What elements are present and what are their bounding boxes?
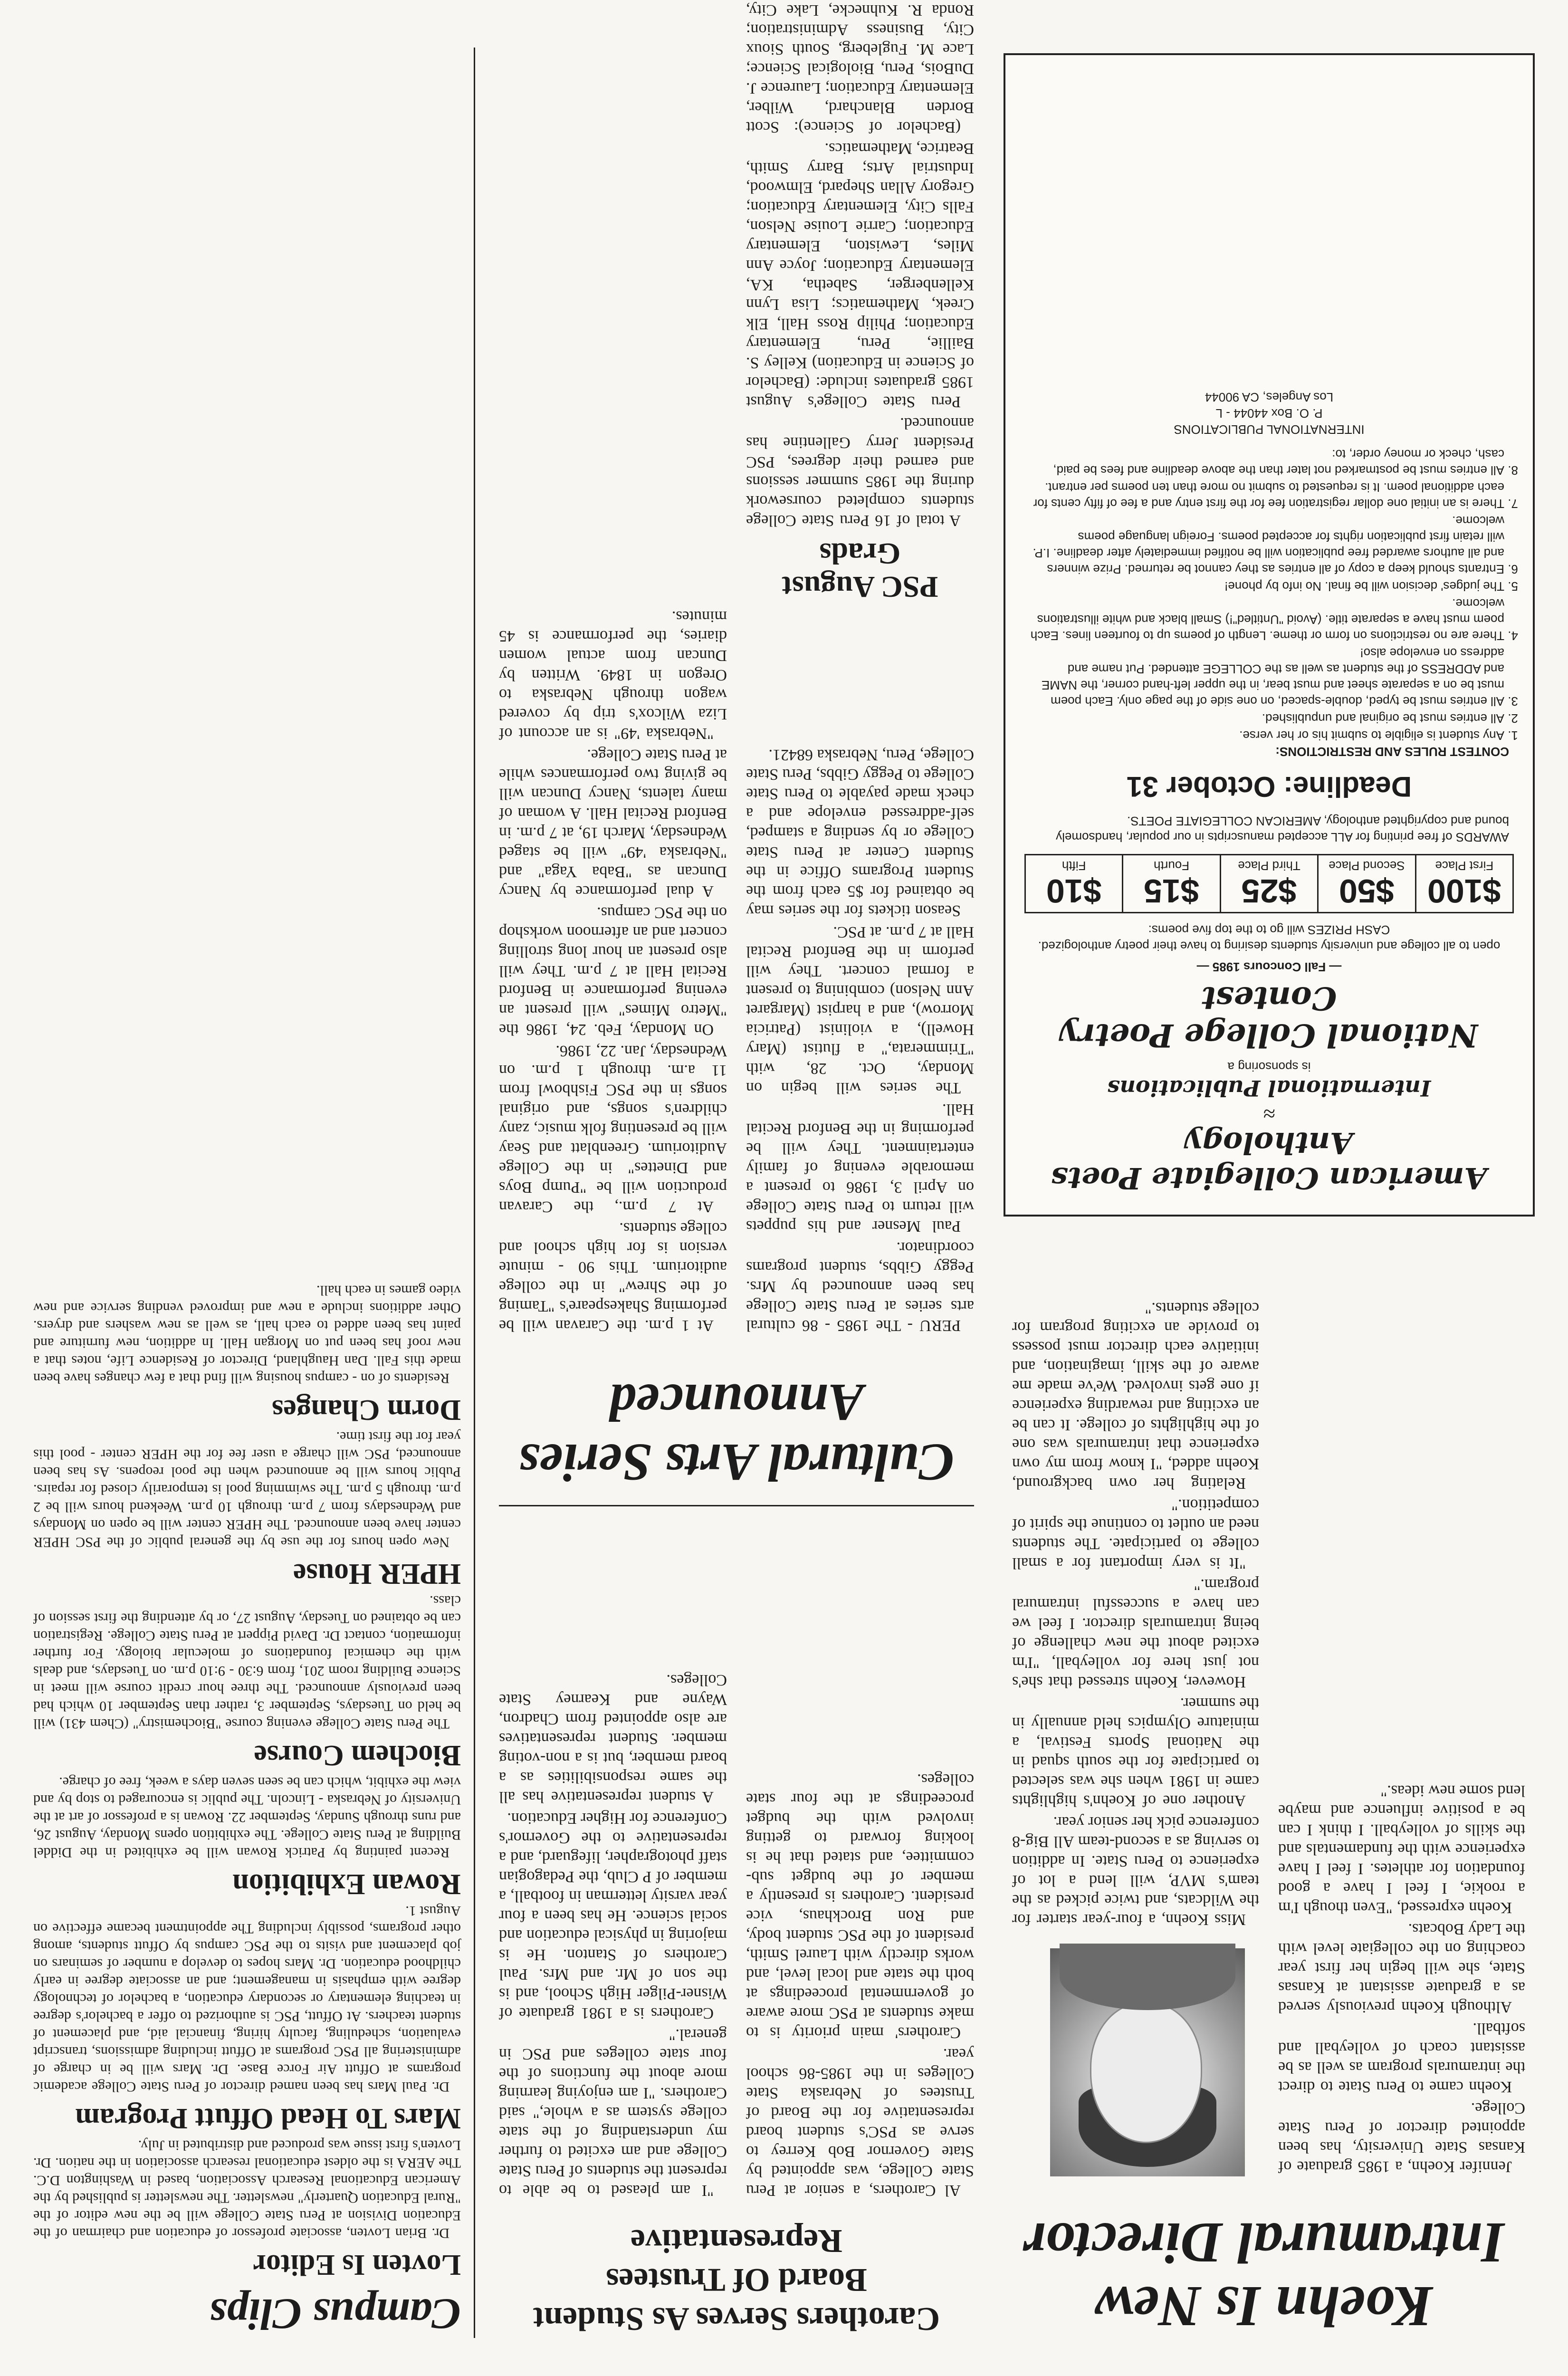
carothers-headline	[499, 2210, 974, 2338]
prize-place: Fourth	[1154, 859, 1190, 873]
grads-headline: PSC August Grads	[782, 537, 938, 604]
grads-body	[746, 0, 974, 530]
cultural-paragraph: "Nebraska '49" is an account of Liza Wilcox's trip by covered wagon through Nebraska to Oregon in 1849. Written by Duncan from actual women diaries, the performance is 45 minutes.	[499, 608, 727, 742]
carothers-headline-text: Carothers Serves As Student Board Of Trustees Representative	[533, 2223, 940, 2337]
clip-title: Biochem Course	[254, 1739, 461, 1772]
cultural-headline	[499, 1350, 974, 1492]
ad-title-contest: National College Poetry Contest	[1060, 980, 1478, 1054]
koehn-paragraph: Another one of Koehn's highlights came in 1981 when she was selected to participate for the south squad in the National Sports Festival, a miniature Olympics held annually in the summer.	[1012, 1695, 1259, 1810]
ad-rule: 6. Entrants should keep a copy of all entries as they cannot be returned. Prize winners and all authors awarded free publication will be notified immediately after deadline. I.P. will retain first publication rights for accepted poems. Foreign language poems welcome.	[1029, 513, 1504, 577]
ad-rule: 7. There is an initial one dollar registration fee for the first entry and a fee of fifty cents for each additional poem. It is requested to submit no more than ten poems per entrant.	[1029, 479, 1504, 512]
ad-address-line: INTERNATIONAL PUBLICATIONS	[1174, 422, 1365, 437]
clip-title: HPER House	[293, 1558, 461, 1590]
carothers-paragraph: Carothers' main priority is to make students at PSC more aware of governmental proceedings at both the state and local level, and works directly with Laurel Smith, president of the PSC student body, and Ron Brockhaus, vice president. Carothers is presently a member of the budget sub-committee, and stated that he is looking forward to getting involved with the budget proceedings at the four state colleges.	[746, 1771, 974, 2041]
clip-text: Dr. Brian Lovten, associate professor of education and chairman of the Education Division at Peru State College will be the new editor of the "Rural Education Quarterly" newsletter. The newsletter is published by the American Educational Research Association, based in Washington D.C. The AERA is the oldest educational research association in the nation. Dr. Lovten's first issue was produced and distributed in July.	[33, 2137, 461, 2241]
divider-carothers-cultural	[499, 1505, 974, 1506]
koehn-paragraph: However, Koehn stressed that she's not just here for volleyball, "I'm excited about the new challenge of being intramurals director. I feel we can have a successful intramural program."	[1012, 1576, 1259, 1691]
cultural-paragraph: PERU - The 1985 - 86 cultural arts series at Peru State College has been announced by Mrs. Peggy Gibbs, student programs coordinator.	[746, 1239, 974, 1334]
prize-first	[1415, 855, 1512, 912]
clip-title: Mars To Head Offutt Program	[75, 2102, 461, 2135]
koehn-headline-text: Koehn Is New Intramural Director	[1023, 2211, 1505, 2338]
koehn-paragraph: Koehn came to Peru State to direct the intramurals program as well as be assistant coach of volleyball and softball.	[1278, 2020, 1525, 2096]
koehn-article-col2	[1012, 1274, 1259, 1929]
clip-title: Rowan Exhibition	[232, 1868, 461, 1900]
koehn-paragraph: "It is very important for a small college to participate. The students need an outlet to continue the spirit of competition."	[1012, 1496, 1259, 1572]
koehn-article-col1	[1278, 1274, 1525, 2176]
ad-contest-name: — Fall Concours 1985 —	[1196, 960, 1342, 974]
ad-flourish: ≈	[1263, 1102, 1275, 1126]
ad-rule: 3. All entries must be typed, double-spaced, on one side of the page only. Each poem must be on a separate sheet and must bear, in the upper left-hand corner, the NAME and ADDRESS of the student as well as the COLLEGE attended. Put name and address on envelope also!	[1029, 645, 1504, 709]
prize-amount: $100	[1427, 872, 1501, 910]
clip-text: The Peru State College evening course "Biochemistry" (Chem 431) will be held on Tuesdays, September 3, rather than September 10 which had been previously announced. The three hour credit course will meet in Science Building room 201, from 6:30 - 9:10 p.m. on Tuesdays, and deals with the chemical foundations of molecular biology. For further information, contact Dr. David Pippert at Peru State College. Registration can be obtained on Tuesday, August 27, or by attending the first session of class.	[33, 1593, 461, 1732]
prize-amount: $25	[1241, 872, 1297, 910]
cultural-paragraph: Paul Mesner and his puppets will return to Peru State College on April 3, 1986 to present a memorable evening of family entertainment. They will be performing in the Benford Recital Hall.	[746, 1101, 974, 1235]
ad-open-to: open to all college and university students desiring to have their poetry anthologized. CASH PRIZES will go to the top five poems:	[1038, 923, 1501, 953]
cultural-paragraph: On Monday, Feb. 24, 1986 the "Metro Mimes" will present an evening performance in Benford Recital Hall at 7 p.m. They will also present an hour long strolling concert and an afternoon workshop on the PSC campus.	[499, 904, 727, 1038]
prize-place: Third Place	[1238, 859, 1300, 873]
cultural-article-col1	[746, 613, 974, 1335]
prize-place: Second Place	[1329, 859, 1405, 873]
clip-text: New open hours for the use by the general public of the PSC HPER center have been announced. The HPER center will be open on Mondays and Wednesdays from 7 p.m. through 10 p.m. Weekend hours will be 2 p.m. through 5 p.m. The swimming pool is temporarily closed for repairs. Public hours will be announced when the pool reopens. As has been announced, PSC will charge a user fee for the HPER center - pool this year for the first time.	[33, 1429, 461, 1550]
koehn-paragraph: Miss Koehn, a four-year starter for the Wildcats, and twice picked as the team's MVP, will lend a lot of experience to Peru State. In addition to serving as a second-team All Big-8 conference pick her senior year.	[1012, 1813, 1259, 1928]
ad-rules-list	[1005, 446, 1533, 744]
column-rule-right	[474, 48, 475, 2338]
prize-second	[1317, 855, 1415, 912]
koehn-photo	[1050, 1948, 1245, 2176]
koehn-paragraph: Jennifer Koehn, a 1985 graduate of Kansas State University, has been appointed director of Peru State College.	[1278, 2099, 1525, 2175]
photo-shoulders	[1060, 1944, 1235, 2010]
ad-address-line: Los Angeles, CA 90044	[1205, 390, 1334, 404]
grads-paragraph: (Bachelor of Science): Scott Borden Blanchard, Wilber, Elementary Education; Laurence J. DuBois, Peru, Biological Science; Lace M. Fugleberg, South Sioux City, Business Administration; Ronda R. Kuhnecke, Lake City,	[746, 1, 974, 136]
ad-rule: 1. Any student is eligible to submit his or her verse.	[1029, 728, 1504, 744]
cultural-paragraph: Season tickets for the series may be obtained for $5 each from the Student Programs Office in the Student Center at Peru State College or by sending a stamped, self-addressed envelope and a check made payable to Peru State College to Peggy Gibbs, Peru State College, Peru, Nebraska 68421.	[746, 746, 974, 920]
prize-fourth	[1122, 855, 1219, 912]
carothers-paragraph: "I am pleased to be able to represent the students of Peru State College and am excited to further my understanding of the state college system as a whole," said Carothers. "I am enjoying learning more about the functions of the four state colleges and PSC in general."	[499, 2026, 727, 2199]
cultural-paragraph: At 1 p.m. the Caravan will be performing Shakespeare's "Taming of the Shrew" in the college auditorium. This 90 - minute version is for high school and college students.	[499, 1219, 727, 1334]
koehn-paragraph: Koehn expressed, "Even though I'm a rookie, I feel I have a good foundation for athletes. I feel I have experience with the fundamentals and the skills of volleyball. I think I can be a positive influence and maybe lend some new ideas."	[1278, 1782, 1525, 1916]
clips-list	[33, 1282, 461, 2281]
prize-amount: $15	[1144, 872, 1199, 910]
prize-place: First Place	[1435, 859, 1494, 873]
prize-place: Fifth	[1061, 859, 1086, 873]
carothers-article-col1	[746, 1516, 974, 2200]
clip-text: Recent painting by Patrick Rowan will be exhibited in the Diddel Building at Peru State College. The exhibition opens Monday, August 26, and runs through Sunday, September 22. Rowan is a professor of art at the University of Nebraska - Lincoln. The public is encouraged to stop by and view the exhibit, which can be seen seven days a week, free of charge.	[33, 1774, 461, 1860]
cultural-paragraph: A dual performance by Nancy Duncan as "Baba Yaga" and "Nebraska '49" will be staged Wednesday, March 19, at 7 p.m. in Benford Recital Hall. A woman of many talents, Nancy Duncan will be giving two performances while at Peru State College.	[499, 746, 727, 900]
clip-text: Residents of on - campus housing will find that a few changes have been made this Fall. Dan Haughland, Director of Residence Life, notes that a new roof has been put on Morgan Hall. In addition, new furniture and paint has been added to each hall, as well as new washers and dryers. Other additions include a new and improved vending service and new video games in each hall.	[33, 1283, 461, 1386]
ad-awards: AWARDS of free printing for ALL accepted manuscripts in our popular, handsomely bound and copyrighted anthology, AMERICAN COLLEGIATE POETS.	[1056, 814, 1509, 844]
prize-amount: $10	[1046, 872, 1102, 910]
prize-fifth	[1026, 855, 1122, 912]
prize-table	[1024, 854, 1514, 913]
ad-sponsor-note: is sponsoring a	[1227, 1060, 1311, 1074]
photo-face	[1090, 2002, 1202, 2143]
ad-address-line: P. O. Box 44044 - L	[1215, 406, 1323, 421]
campus-clips	[33, 43, 461, 2338]
koehn-headline	[1003, 2195, 1525, 2338]
carothers-paragraph: A student representative has all the same responsibilities as a board member, but is a non-voting member. Student representatives are also appointed from Chadron, Wayne and Kearney State Colleges.	[499, 1671, 727, 1806]
koehn-paragraph: Relating her own background, Koehn added, "I know from my own experience that intramurals was one of the highlights of college. It can be an exciting and rewarding experience if one gets involved. We've made me aware of the skill, imagination, and initiative each director must possess to provide an exciting program for college students."	[1012, 1299, 1259, 1492]
carothers-article-col2	[499, 1516, 727, 2200]
ad-deadline: Deadline: October 31	[1126, 771, 1412, 803]
campus-clips-header: Campus Clips	[209, 2290, 461, 2338]
ad-rules-title: CONTEST RULES AND RESTRICTIONS:	[1275, 745, 1509, 759]
clip-title: Dorm Changes	[272, 1394, 461, 1426]
cultural-article-col2	[499, 52, 727, 1335]
poetry-contest-ad	[1004, 53, 1535, 1217]
clip-text: Dr. Paul Mars has been named director of Peru State College academic programs at Offutt Air Force Base. Dr. Mars will be in charge of administering all PSC programs at Offutt including admissions, transcript evaluation, scheduling, faculty hiring, financial aid, and placement of student teachers. At Offutt, PSC is authorized to offer a bachelor's degree in teaching elementary or secondary education, a bachelor of technology degree with emphasis in management; and an associate degree in early childhood education. Dr. Mars hopes to develop a number of seminars on job placement and visits to the PSC campus by Offutt students, among other programs, possibly including The appointment became effective on August 1.	[33, 1903, 461, 2095]
ad-rule: 2. All entries must be original and unpublished.	[1029, 710, 1504, 727]
ad-rule: 5. The judges' decision will be final. No info by phone!	[1029, 578, 1504, 594]
ad-rule: 8. All entries must be postmarked not later than the above deadline and fees be paid, cash, check or money order, to:	[1029, 446, 1504, 479]
prize-third	[1220, 855, 1317, 912]
ad-sponsor: International Publications	[1107, 1075, 1431, 1101]
cultural-headline-text: Cultural Arts Series Announced	[518, 1373, 955, 1492]
cultural-paragraph: The series will begin on Monday, Oct. 28, with "Trimmerata," a flutist (Mary Howell), a violinist (Patricia Morrow), and a harpist (Margaret Ann Nelson) combining to present a formal concert. They will perform in the Benford Recital Hall at 7 p.m. at PSC.	[746, 923, 974, 1097]
ad-rule: 4. There are no restrictions on form or theme. Length of poems up to fourteen lines. Each poem must have a separate title. (Avoid "Untitled"!) Small black and white illustrations welcome.	[1029, 595, 1504, 644]
koehn-paragraph: Although Koehn previously served as a graduate assistant at Kansas State, she will begin her first year coaching on the collegiate level with the Lady Bobcats.	[1278, 1920, 1525, 2016]
prize-amount: $50	[1339, 872, 1395, 910]
carothers-paragraph: Carothers is a 1981 graduate of Wisner-Pilger High School, and is the son of Mr. and Mrs. Paul Carothers of Stanton. He is majoring in physical education and social science. He has been a four year varsity letterman in football, a member of P Club, the Pedagogian staff photographer, lifeguard, and a representative to the Governor's Conference for Higher Education.	[499, 1810, 727, 2022]
ad-title-anthology: American Collegiate Poets Anthology	[1051, 1126, 1487, 1196]
grads-paragraph: Peru State College's August 1985 graduates include: (Bachelor of Science in Education) Kelley S. Baillie, Peru, Elementary Education; Philip Ross Hall, Elk Creek, Mathematics; Lisa Lynn Kellenberger, Sabetha, KA, Elementary Education; Joyce Ann Miles, Lewiston, Elementary Education; Carrie Louise Nelson, Falls City, Elementary Education; Gregory Allan Shepard, Elmwood, Industrial Arts; Barry Smith, Beatrice, Mathematics.	[746, 140, 974, 411]
cultural-paragraph: At 7 p.m., the Caravan production will be "Pump Boys and Dinettes" in the College Auditorium. Greenblatt and Seay will be presenting folk music, zany children's songs, and original songs in the PSC Fishbowl from 11 a.m. through 1 p.m. on Wednesday, Jan. 22, 1986.	[499, 1042, 727, 1216]
clip-title: Lovten Is Editor	[253, 2249, 461, 2281]
grads-article	[746, 1, 974, 604]
carothers-paragraph: Al Carothers, a senior at Peru State College, was appointed by State Governor Bob Kerrey to serve as PSC's student board representative for the Board of Trustees of Nebraska State Colleges in the 1985-86 school year.	[746, 2045, 974, 2199]
ad-address	[1005, 389, 1533, 438]
grads-paragraph: A total of 16 Peru State College students completed coursework during the 1985 summer sessions and earned their degrees, PSC President Jerry Gallentine has announced.	[746, 414, 974, 529]
